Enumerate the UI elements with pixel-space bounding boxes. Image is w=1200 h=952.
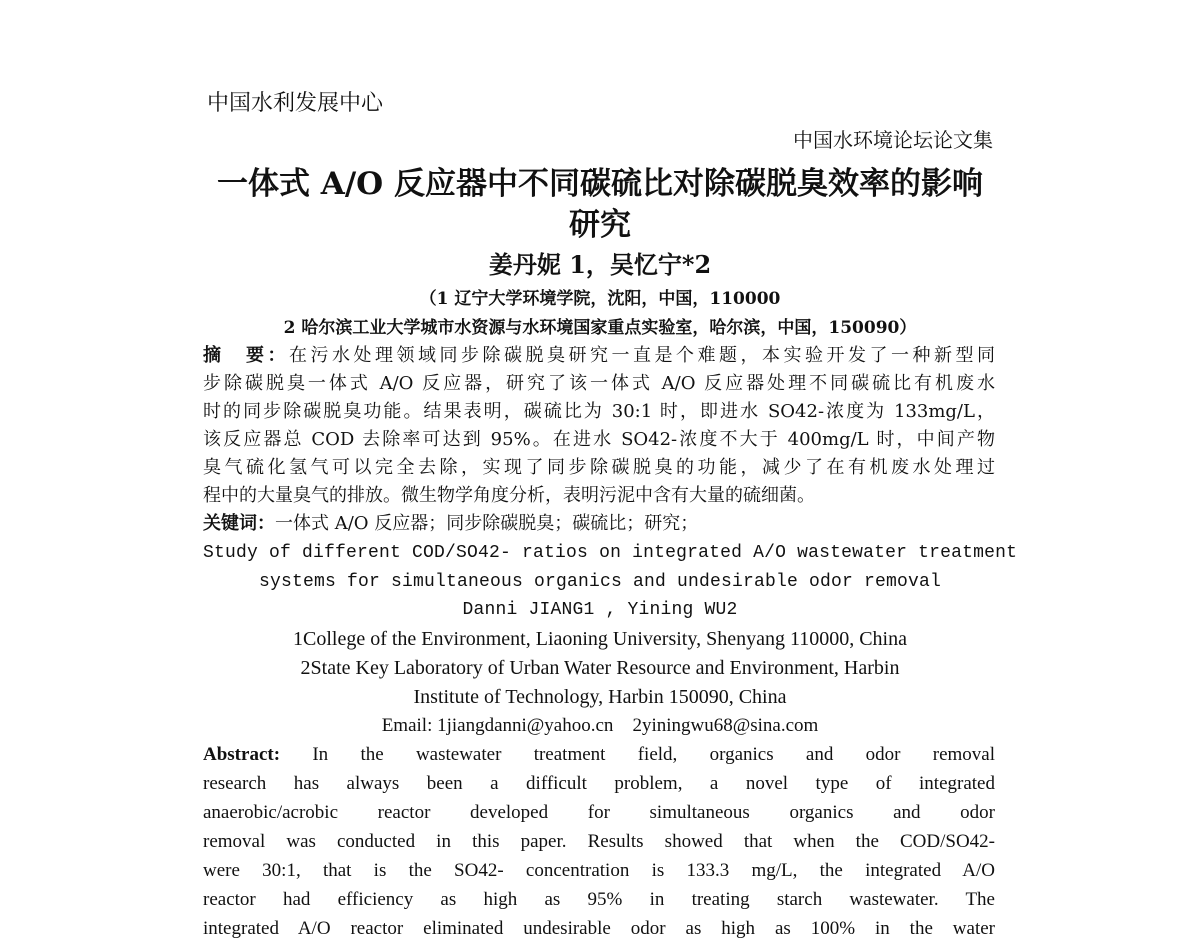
abstract-en-line: research has always been a difficult problem, a novel type of integrated [203,773,995,794]
affiliation-en-3: Institute of Technology, Harbin 150090, China [413,686,787,708]
abstract-en-line: were 30:1, that is the SO42- concentration is 133.3 mg/L, the integrated A/O [203,860,995,881]
header-collection: 中国水环境论坛论文集 [793,128,993,152]
title-line-1: 一体式 A/O 反应器中不同碳硫比对除碳脱臭效率的影响 [217,166,983,202]
abstract-en-line: anaerobic/acrobic reactor developed for simultaneous organics and odor [203,802,995,823]
title-en-line-1: Study of different COD/SO42- ratios on integrated A/O wastewater treatment [203,543,1018,563]
keywords-text: 一体式 A/O 反应器；同步除碳脱臭；碳硫比；研究； [275,513,699,534]
abstract-en-text: In the wastewater treatment field, organics and odor removal [280,744,995,765]
abstract-cn-line: 步除碳脱臭一体式 A/O 反应器，研究了该一体式 A/O 反应器处理不同碳硫比有机废水 [203,373,995,394]
abstract-en-label: Abstract: [203,744,281,765]
header-org: 中国水利发展中心 [207,91,384,116]
email-2[interactable]: 2yiningwu68@sina.com [632,715,819,736]
abstract-en-line: removal was conducted in this paper. Results showed that when the COD/SO42- [203,831,995,852]
keywords-label: 关键词： [203,513,275,534]
affiliation-en-2: 2State Key Laboratory of Urban Water Resource and Environment, Harbin [300,657,900,679]
abstract-en-line [203,744,995,766]
abstract-cn-label: 摘 要： [203,345,289,366]
abstract-en-line: reactor had efficiency as high as 95% in treating starch wastewater. The [203,889,995,910]
abstract-en-line: integrated A/O reactor eliminated undesirable odor as high as 100% in the water [203,918,995,939]
keywords-cn [203,509,698,535]
abstract-cn-text: 在污水处理领域同步除碳脱臭研究一直是个难题，本实验开发了一种新型同 [289,345,995,366]
abstract-cn-line: 该反应器总 COD 去除率可达到 95%。在进水 SO42-浓度不大于 400mg/L 时，中间产物 [203,429,995,450]
title-line-2: 研究 [569,207,631,243]
abstract-cn-line: 臭气硫化氢气可以完全去除，实现了同步除碳脱臭的功能，减少了在有机废水处理过 [203,457,995,478]
abstract-cn-line: 程中的大量臭气的排放。微生物学角度分析，表明污泥中含有大量的硫细菌。 [203,485,815,506]
abstract-cn-line [203,341,995,367]
authors-en: Danni JIANG1 , Yining WU2 [462,600,738,620]
email-label: Email: [381,715,433,736]
email-line [0,715,1200,737]
title-en-line-2: systems for simultaneous organics and undesirable odor removal [258,572,942,592]
abstract-cn-line: 时的同步除碳脱臭功能。结果表明，碳硫比为 30:1 时，即进水 SO42-浓度为 133mg/L， [203,401,995,422]
email-1[interactable]: 1jiangdanni@yahoo.cn [437,715,614,736]
affiliation-1: （1 辽宁大学环境学院，沈阳，中国，110000 [419,289,781,309]
authors: 姜丹妮 1，吴忆宁*2 [488,250,712,279]
affiliation-2: 2 哈尔滨工业大学城市水资源与水环境国家重点实验室，哈尔滨，中国，150090） [283,318,917,338]
affiliation-en-1: 1College of the Environment, Liaoning University, Shenyang 110000, China [293,628,907,650]
